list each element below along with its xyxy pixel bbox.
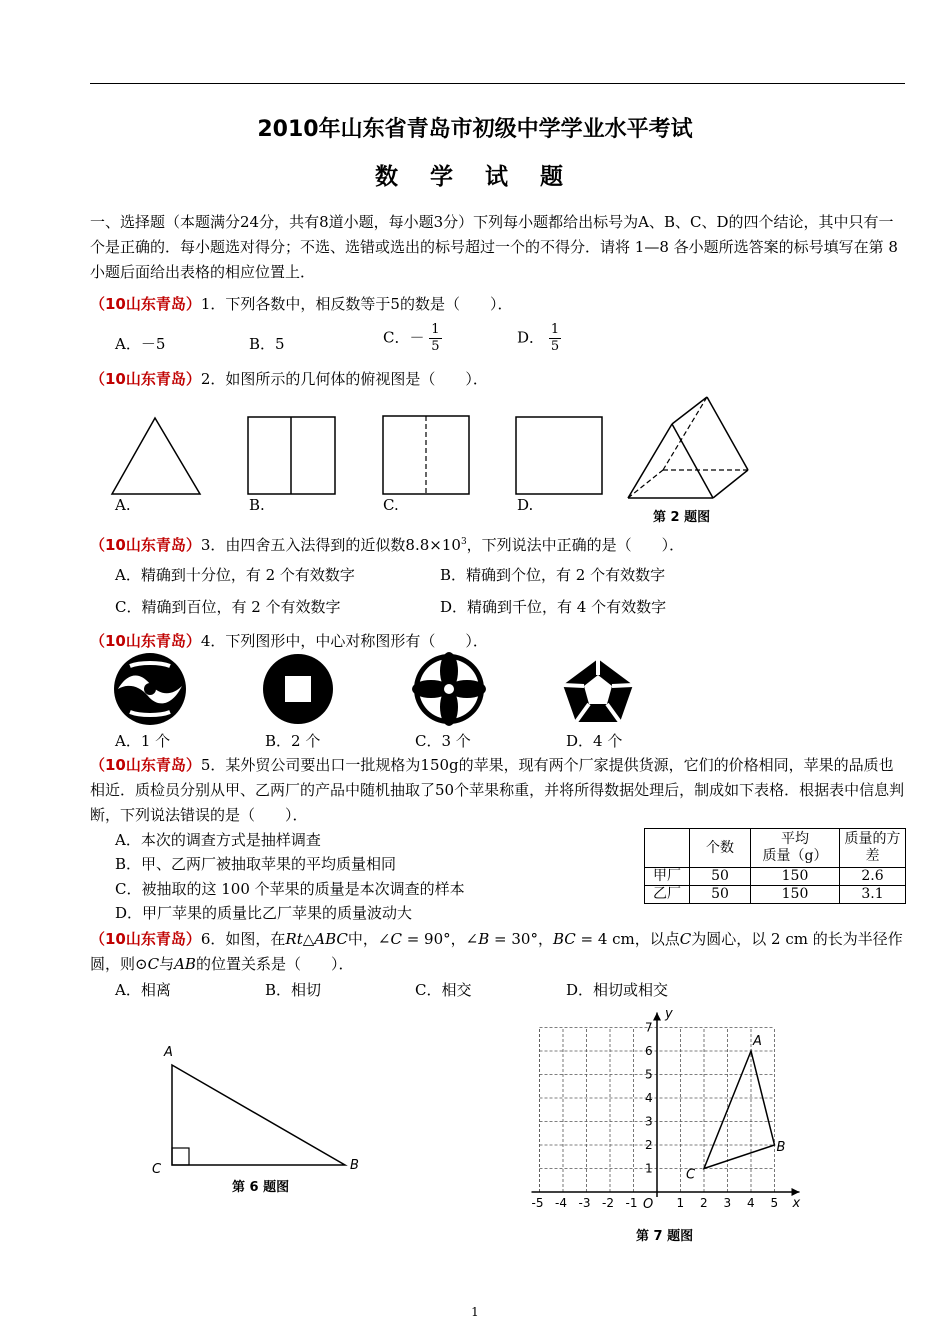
source-tag: （10山东青岛） (90, 632, 201, 650)
q4-stem: 4．下列图形中，中心对称图形有（ ）． (200, 632, 488, 650)
x-arrow-icon (792, 1188, 800, 1196)
q3-option-d: D．精确到千位，有 4 个有效数字 (440, 598, 667, 616)
y-tick-label: 3 (645, 1114, 653, 1129)
q6-option-a: A．相离 (115, 981, 171, 999)
y-tick-label: 1 (645, 1161, 653, 1176)
y-tick-label: 7 (645, 1020, 653, 1035)
fraction-denominator: 5 (431, 339, 440, 354)
q6-option-d: D．相切或相交 (566, 981, 669, 999)
q6-option-b: B．相切 (265, 981, 322, 999)
y-tick-label: 2 (645, 1138, 653, 1152)
source-tag: （10山东青岛） (90, 295, 201, 313)
point-label-b: B (776, 1140, 786, 1155)
header-mean: 平均 质量（g） (751, 829, 840, 868)
paper-title: 2010年山东省青岛市初级中学学业水平考试 (257, 117, 693, 142)
q2-option-b: B. (249, 496, 265, 514)
header-count: 个数 (690, 829, 751, 868)
q1-option-d-label: D． (517, 328, 545, 347)
q2-option-c: C. (383, 496, 399, 514)
x-tick-label: 1 (676, 1196, 685, 1210)
q4-option-c: C．3 个 (415, 732, 471, 750)
q3-exponent: 3 (460, 537, 467, 547)
q2-caption: 第 2 题图 (653, 510, 711, 525)
x-tick-label: -2 (602, 1196, 614, 1210)
q6-caption: 第 6 题图 (232, 1180, 290, 1195)
vertex-label-c: C (152, 1162, 162, 1177)
q2-option-d: D. (517, 496, 534, 514)
row-mean: 150 (751, 886, 840, 904)
header-variance: 质量的方 差 (840, 829, 906, 868)
q3-option-c: C．精确到百位，有 2 个有效数字 (115, 598, 341, 616)
x-tick-label: -5 (531, 1196, 544, 1210)
x-axis-label: x (792, 1196, 801, 1211)
y-tick-label: 5 (645, 1067, 653, 1082)
row-mean: 150 (751, 868, 840, 886)
q1-option-c-label: C．－ (383, 328, 425, 347)
q7-caption: 第 7 题图 (636, 1229, 694, 1244)
row-variance: 2.6 (840, 868, 906, 886)
section-intro: 一、选择题（本题满分24分，共有8道小题，每小题3分）下列每小题都给出标号为A、B、C、D的四个结论，其中只有一个是正确的．每小题选对得分；不选、选错或选出的标号超过一个的不得分．请将 1—8 各小题所选答案的标号填写在第 8 小题后面给出表格的相应位置上． (90, 213, 898, 281)
q5-option-c: C．被抽取的这 100 个苹果的质量是本次调查的样本 (115, 880, 465, 898)
fraction-numerator: 1 (550, 322, 560, 337)
q5-option-a: A．本次的调查方式是抽样调查 (115, 831, 321, 849)
fraction-denominator: 5 (550, 339, 560, 354)
point-label-c: C (686, 1167, 696, 1183)
q5-option-b: B．甲、乙两厂被抽取苹果的平均质量相同 (115, 855, 397, 873)
source-tag: （10山东青岛） (90, 370, 201, 388)
y-tick-label: 4 (645, 1091, 653, 1105)
x-tick-label: -4 (555, 1196, 567, 1210)
tick-labels (532, 1021, 779, 1211)
y-tick-label: 6 (645, 1044, 653, 1058)
point-label-a: A (753, 1034, 762, 1049)
q2-option-a: A. (115, 496, 131, 514)
y-axis-label: y (665, 1006, 673, 1022)
row-count: 50 (690, 868, 751, 886)
source-tag: （10山东青岛） (90, 536, 201, 554)
question-6: （10山东青岛）6．如图，在Rt△ABC中，∠C = 90°，∠B = 30°，BC = 4 cm，以点C为圆心，以 2 cm 的长为半径作圆，则⊙C与AB的位置关系是（ ）． (90, 930, 903, 973)
q3-stem-a: 3．由四舍五入法得到的近似数8.8×10 (200, 536, 461, 554)
q4-option-d: D．4 个 (566, 732, 623, 750)
q4-option-b: B．2 个 (265, 732, 321, 750)
y-arrow-icon (653, 1013, 661, 1021)
q5-option-d: D．甲厂苹果的质量比乙厂苹果的质量波动大 (115, 904, 413, 922)
x-tick-label: 4 (747, 1196, 755, 1210)
vertex-label-b: B (350, 1158, 359, 1173)
x-tick-label: -3 (578, 1196, 591, 1210)
origin-label: O (643, 1197, 654, 1212)
x-tick-label: -1 (625, 1196, 638, 1210)
row-variance: 3.1 (840, 886, 906, 904)
triangle-abc (704, 1051, 775, 1169)
paper-subtitle: 数 学 试 题 (374, 164, 576, 190)
q5-stem: 5．某外贸公司要出口一批规格为150g的苹果，现有两个厂家提供货源，它们的价格相同，苹果的品质也相近．质检员分别从甲、乙两厂的产品中随机抽取了50个苹果称重，并将所得数据处理后，制成如下表格．根据表中信息判断，下列说法错误的是（ ）． (90, 756, 905, 824)
q3-option-a: A．精确到十分位，有 2 个有效数字 (115, 566, 355, 584)
row-name: 乙厂 (645, 886, 690, 904)
q1-option-a: A．－5 (115, 335, 166, 353)
q3-stem-b: ，下列说法中正确的是（ ）． (466, 536, 685, 554)
row-count: 50 (690, 886, 751, 904)
page-number: 1 (471, 1305, 479, 1319)
q6-option-c: C．相交 (415, 981, 472, 999)
vertex-label-a: A (164, 1045, 173, 1060)
x-tick-label: 3 (723, 1196, 732, 1210)
x-tick-label: 2 (700, 1196, 708, 1210)
q4-option-a: A．1 个 (115, 732, 171, 750)
x-tick-label: 5 (770, 1196, 779, 1210)
source-tag: （10山东青岛） (90, 756, 201, 774)
row-name: 甲厂 (645, 868, 690, 886)
q1-option-b: B．5 (249, 335, 285, 353)
fraction-numerator: 1 (431, 322, 440, 337)
q3-option-b: B．精确到个位，有 2 个有效数字 (440, 566, 666, 584)
source-tag: （10山东青岛） (90, 930, 201, 948)
q1-stem: 1．下列各数中，相反数等于5的数是（ ）． (200, 295, 513, 313)
q2-stem: 2．如图所示的几何体的俯视图是（ ）． (200, 370, 488, 388)
